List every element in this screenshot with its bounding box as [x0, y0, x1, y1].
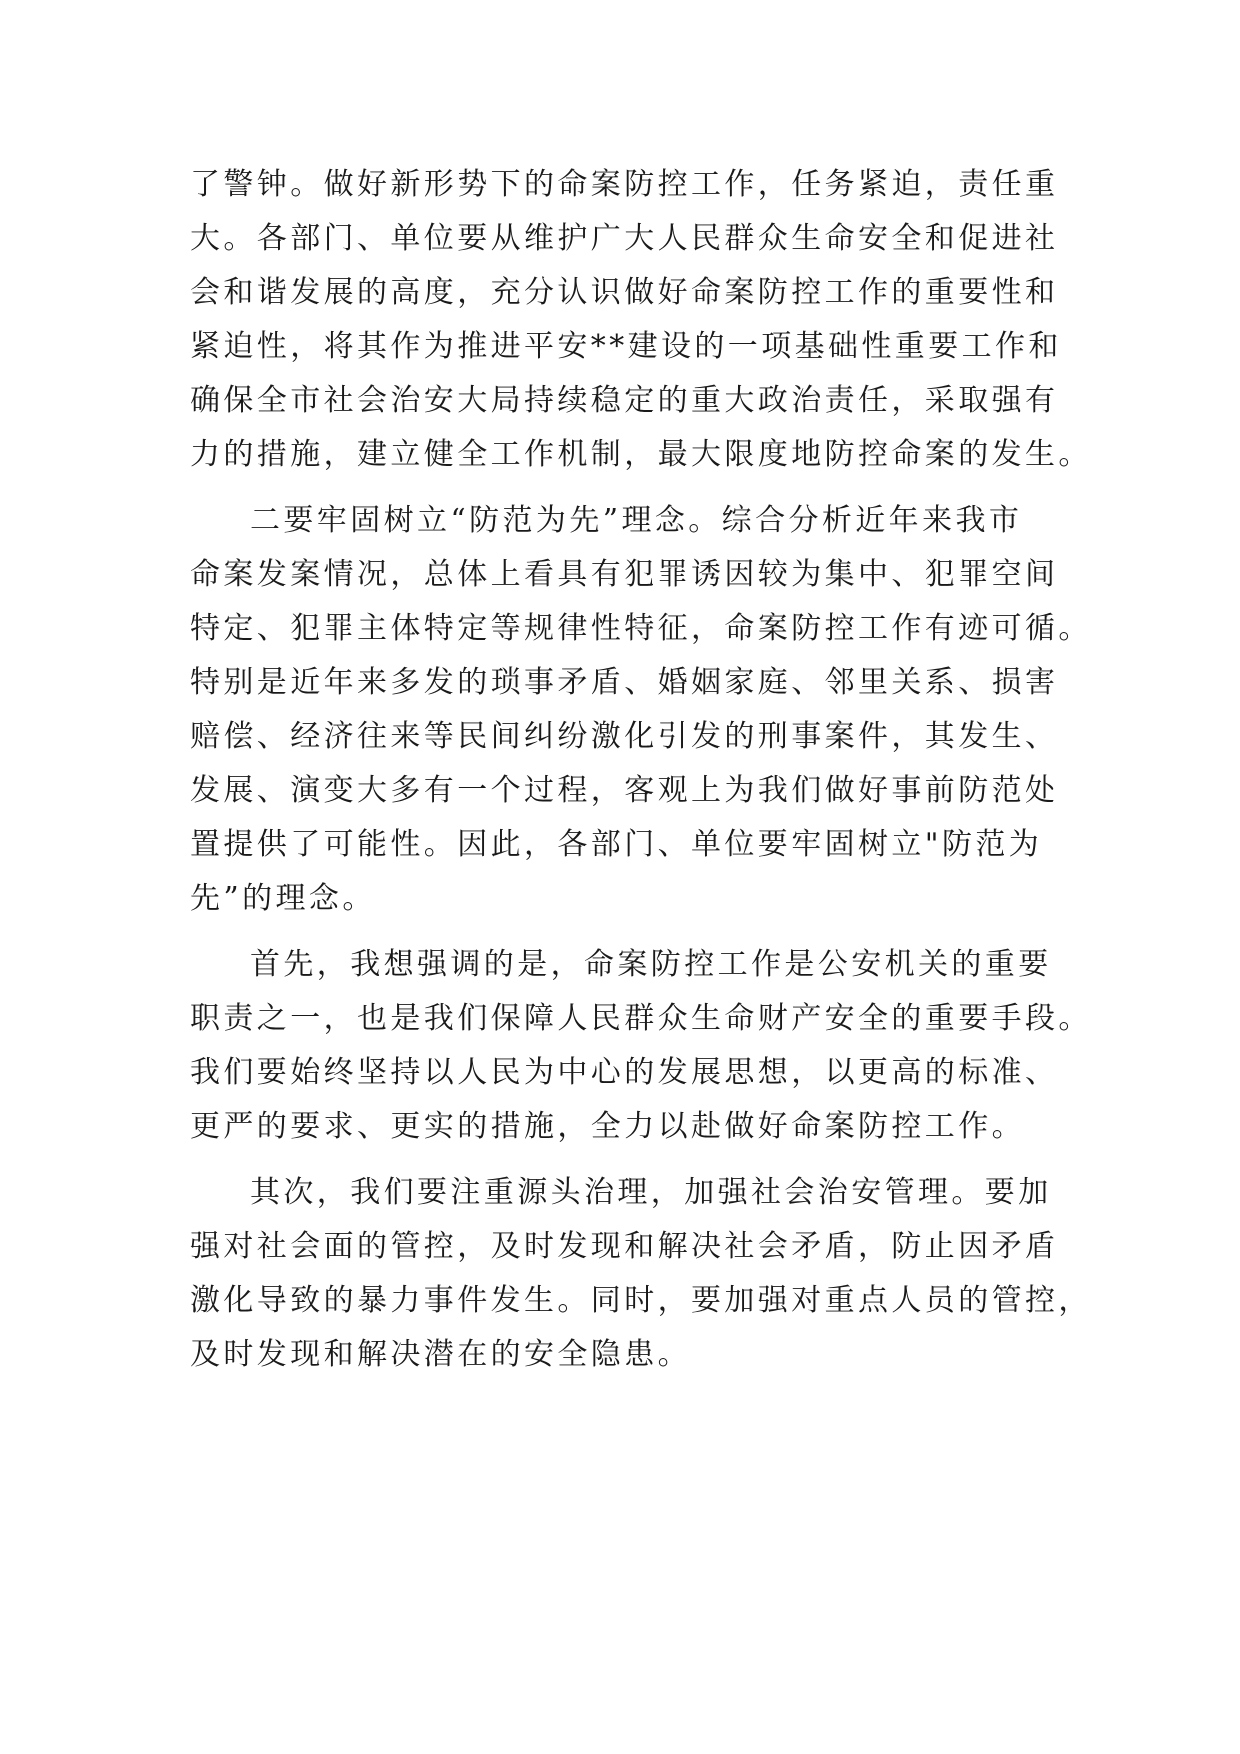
text-line: 首先，我想强调的是，命案防控工作是公安机关的重要 — [250, 947, 1052, 982]
text-line: 大。各部门、单位要从维护广大人民群众生命安全和促进社 — [190, 221, 1059, 256]
text-line: 了警钟。做好新形势下的命案防控工作，任务紧迫，责任重 — [190, 167, 1059, 202]
text-line: 强对社会面的管控，及时发现和解决社会矛盾，防止因矛盾 — [190, 1229, 1059, 1264]
paragraph — [190, 938, 1092, 1154]
text-line: 发展、演变大多有一个过程，客观上为我们做好事前防范处 — [190, 773, 1059, 808]
text-line: 特定、犯罪主体特定等规律性特征，命案防控工作有迹可循。 — [190, 611, 1092, 646]
text-line: 激化导致的暴力事件发生。同时，要加强对重点人员的管控， — [190, 1283, 1092, 1318]
text-line: 赔偿、经济往来等民间纠纷激化引发的刑事案件，其发生、 — [190, 719, 1059, 754]
document-body — [190, 158, 1092, 1394]
text-line: 我们要始终坚持以人民为中心的发展思想，以更高的标准、 — [190, 1055, 1059, 1090]
text-line: 力的措施，建立健全工作机制，最大限度地防控命案的发生。 — [190, 437, 1092, 472]
text-line: 紧迫性，将其作为推进平安**建设的一项基础性重要工作和 — [190, 329, 1062, 364]
text-line: 置提供了可能性。因此，各部门、单位要牢固树立"防范为 — [190, 827, 1043, 862]
text-line: 其次，我们要注重源头治理，加强社会治安管理。要加 — [250, 1175, 1052, 1210]
text-line: 更严的要求、更实的措施，全力以赴做好命案防控工作。 — [190, 1109, 1025, 1144]
text-line: 确保全市社会治安大局持续稳定的重大政治责任，采取强有 — [190, 383, 1059, 418]
paragraph — [190, 158, 1092, 482]
text-line: 及时发现和解决潜在的安全隐患。 — [190, 1337, 691, 1372]
text-line: 二要牢固树立“防范为先”理念。综合分析近年来我市 — [250, 503, 1023, 538]
paragraph — [190, 1166, 1092, 1382]
paragraph — [190, 494, 1092, 926]
text-line: 会和谐发展的高度，充分认识做好命案防控工作的重要性和 — [190, 275, 1059, 310]
text-line: 特别是近年来多发的琐事矛盾、婚姻家庭、邻里关系、损害 — [190, 665, 1059, 700]
text-line: 职责之一，也是我们保障人民群众生命财产安全的重要手段。 — [190, 1001, 1092, 1036]
text-line: 命案发案情况，总体上看具有犯罪诱因较为集中、犯罪空间 — [190, 557, 1059, 592]
text-line: 先”的理念。 — [190, 881, 376, 916]
